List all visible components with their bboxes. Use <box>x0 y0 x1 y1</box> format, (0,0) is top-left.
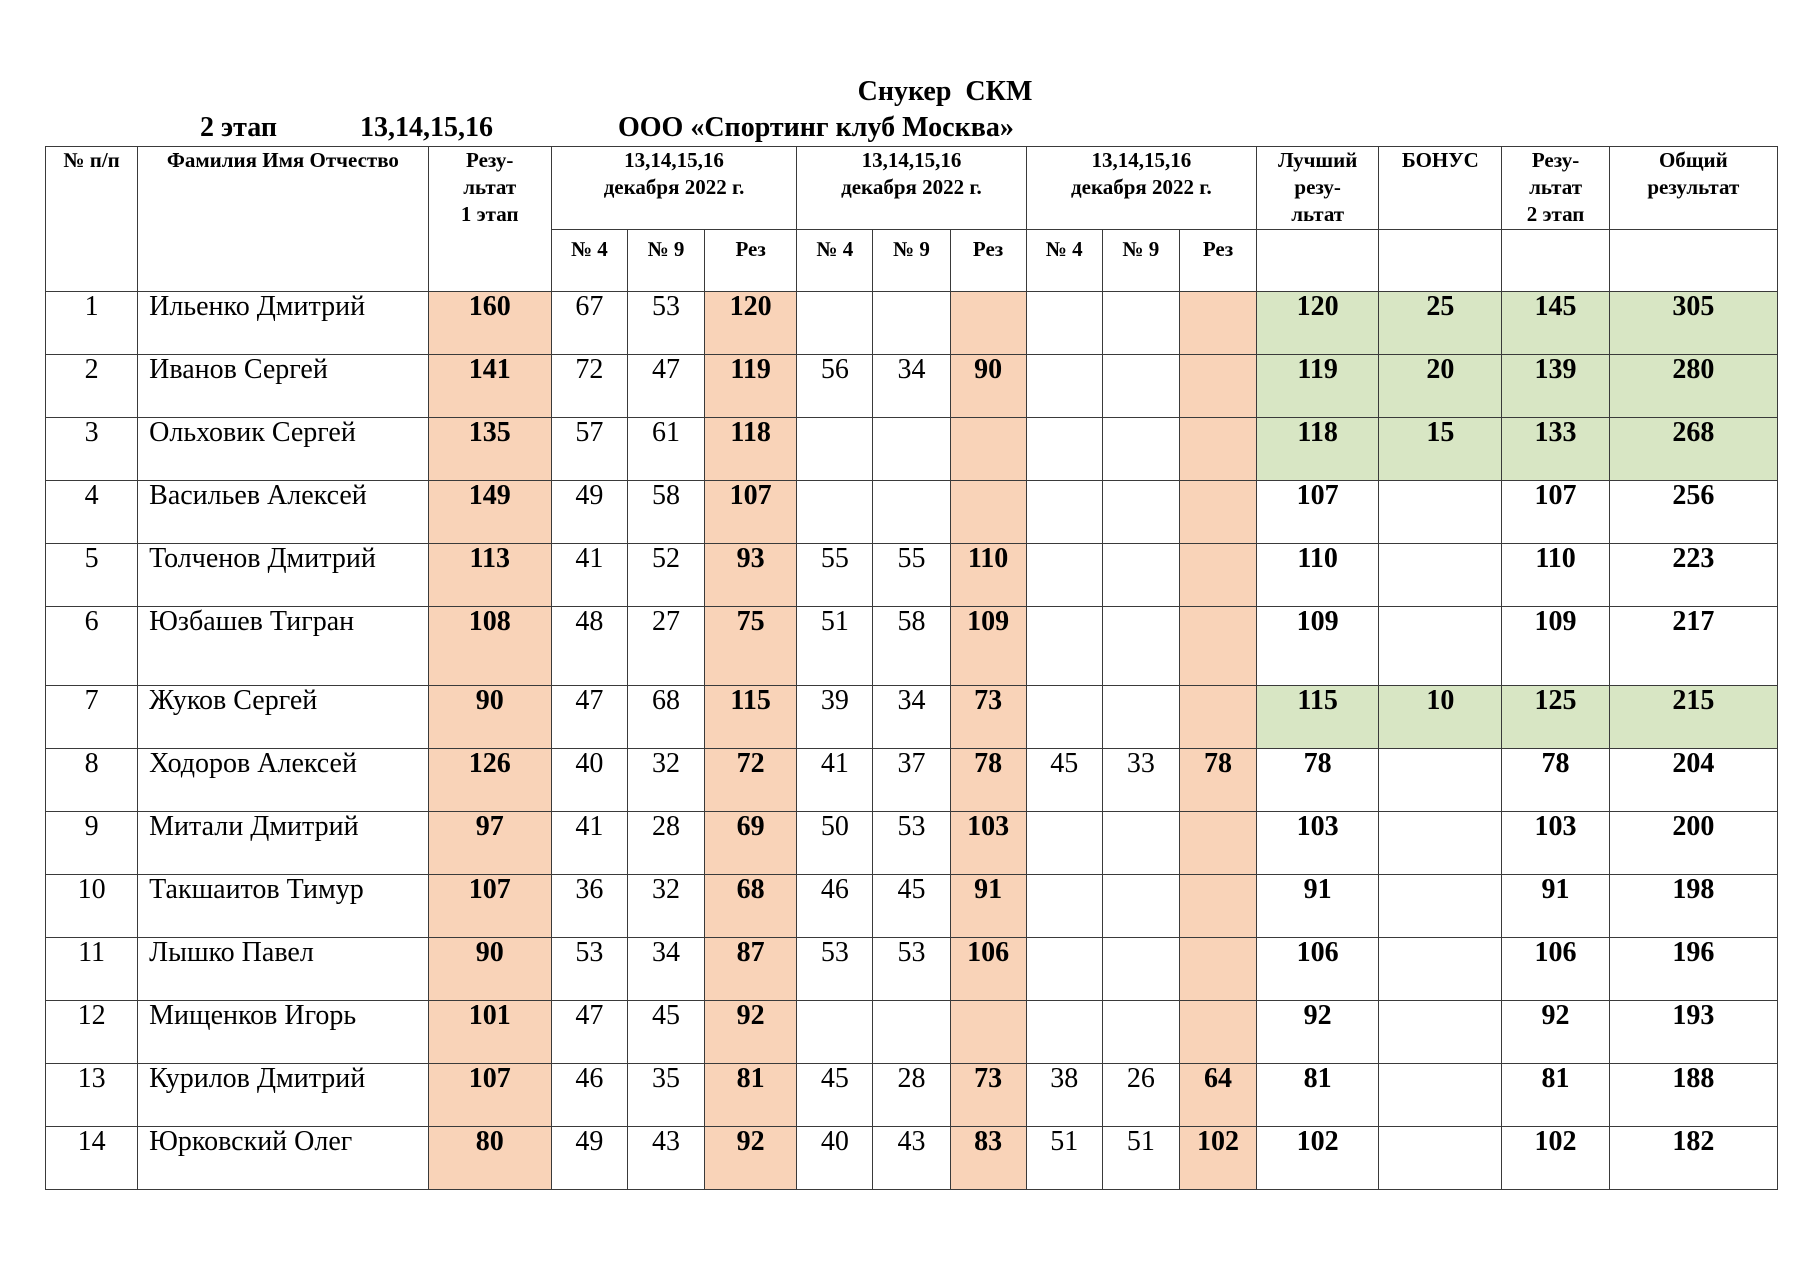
row-number: 12 <box>46 1001 138 1064</box>
subheader-s2-res: Рез <box>950 230 1026 292</box>
s1-table4: 47 <box>551 1001 627 1064</box>
s2-result: 78 <box>950 749 1026 812</box>
total-result: 188 <box>1609 1064 1777 1127</box>
player-name: Такшаитов Тимур <box>138 875 428 938</box>
stage2-result: 109 <box>1502 607 1609 686</box>
total-result: 223 <box>1609 544 1777 607</box>
row-number: 5 <box>46 544 138 607</box>
s2-table4: 45 <box>797 1064 873 1127</box>
s3-table4 <box>1026 938 1102 1001</box>
table-row <box>46 544 1778 607</box>
s3-table4: 51 <box>1026 1127 1102 1190</box>
bonus: 20 <box>1379 355 1502 418</box>
s3-table4 <box>1026 607 1102 686</box>
s3-result <box>1179 481 1256 544</box>
s2-result: 109 <box>950 607 1026 686</box>
row-number: 4 <box>46 481 138 544</box>
s2-table4: 53 <box>797 938 873 1001</box>
s2-table4: 51 <box>797 607 873 686</box>
s3-table9 <box>1102 875 1179 938</box>
stage1-result: 160 <box>428 292 551 355</box>
s1-table4: 47 <box>551 686 627 749</box>
total-result: 215 <box>1609 686 1777 749</box>
s1-table9: 43 <box>627 1127 704 1190</box>
s3-table4 <box>1026 544 1102 607</box>
s1-table9: 28 <box>627 812 704 875</box>
s2-table4: 56 <box>797 355 873 418</box>
header-best <box>1257 147 1379 230</box>
stage-dates: 13,14,15,16 <box>360 112 493 143</box>
best-result: 119 <box>1257 355 1379 418</box>
s1-table9: 32 <box>627 875 704 938</box>
s2-table4: 55 <box>797 544 873 607</box>
stage2-result: 81 <box>1502 1064 1609 1127</box>
s3-table9 <box>1102 418 1179 481</box>
results-body <box>46 292 1778 1190</box>
stage1-result: 108 <box>428 607 551 686</box>
s1-table9: 35 <box>627 1064 704 1127</box>
subheader-s1-no4: № 4 <box>551 230 627 292</box>
s1-table9: 45 <box>627 1001 704 1064</box>
s2-table4: 41 <box>797 749 873 812</box>
s1-table4: 41 <box>551 544 627 607</box>
total-result: 204 <box>1609 749 1777 812</box>
player-name: Иванов Сергей <box>138 355 428 418</box>
stage1-result: 107 <box>428 1064 551 1127</box>
s2-table4: 39 <box>797 686 873 749</box>
s1-result: 115 <box>705 686 797 749</box>
player-name: Мищенков Игорь <box>138 1001 428 1064</box>
s3-table4: 38 <box>1026 1064 1102 1127</box>
header-num <box>46 147 138 292</box>
row-number: 8 <box>46 749 138 812</box>
s1-result: 93 <box>705 544 797 607</box>
s1-result: 75 <box>705 607 797 686</box>
s2-result: 83 <box>950 1127 1026 1190</box>
player-name: Толченов Дмитрий <box>138 544 428 607</box>
s3-result <box>1179 938 1256 1001</box>
s2-result: 90 <box>950 355 1026 418</box>
best-result: 118 <box>1257 418 1379 481</box>
player-name: Курилов Дмитрий <box>138 1064 428 1127</box>
s1-table9: 68 <box>627 686 704 749</box>
s1-table4: 48 <box>551 607 627 686</box>
s3-result <box>1179 292 1256 355</box>
s2-table9: 58 <box>873 607 950 686</box>
header-best-label: Лучший резу- льтат <box>1277 148 1358 226</box>
stage1-result: 149 <box>428 481 551 544</box>
total-result: 193 <box>1609 1001 1777 1064</box>
subheader-s1-res: Рез <box>705 230 797 292</box>
s3-table9 <box>1102 938 1179 1001</box>
s2-table9 <box>873 1001 950 1064</box>
s3-result: 78 <box>1179 749 1256 812</box>
stage2-result: 78 <box>1502 749 1609 812</box>
stage1-result: 97 <box>428 812 551 875</box>
stage1-result: 80 <box>428 1127 551 1190</box>
header-result2-label: Резу- льтат 2 этап <box>1526 148 1585 226</box>
row-number: 2 <box>46 355 138 418</box>
header-bonus-label: БОНУС <box>1401 148 1479 172</box>
header-result1-label: Резу- льтат 1 этап <box>460 148 519 226</box>
bonus <box>1379 938 1502 1001</box>
stage2-result: 110 <box>1502 544 1609 607</box>
s1-table9: 61 <box>627 418 704 481</box>
s1-result: 68 <box>705 875 797 938</box>
header-result1 <box>428 147 551 292</box>
header-bonus <box>1379 147 1502 230</box>
s2-result: 110 <box>950 544 1026 607</box>
player-name: Лышко Павел <box>138 938 428 1001</box>
subheader-s3-no9: № 9 <box>1102 230 1179 292</box>
s3-table4 <box>1026 875 1102 938</box>
s3-result <box>1179 418 1256 481</box>
total-result: 268 <box>1609 418 1777 481</box>
table-row <box>46 1064 1778 1127</box>
total-result: 198 <box>1609 875 1777 938</box>
s1-table4: 67 <box>551 292 627 355</box>
table-row <box>46 938 1778 1001</box>
player-name: Васильев Алексей <box>138 481 428 544</box>
best-result: 92 <box>1257 1001 1379 1064</box>
player-name: Юзбашев Тигран <box>138 607 428 686</box>
s3-result <box>1179 875 1256 938</box>
s2-table4 <box>797 292 873 355</box>
document-title: Снукер СКМ <box>857 76 1033 107</box>
header-session2 <box>797 147 1026 230</box>
s1-table4: 46 <box>551 1064 627 1127</box>
s1-table9: 34 <box>627 938 704 1001</box>
subheader-s3-no4: № 4 <box>1026 230 1102 292</box>
s3-table9 <box>1102 1001 1179 1064</box>
bonus <box>1379 481 1502 544</box>
s2-table9: 55 <box>873 544 950 607</box>
s1-table4: 40 <box>551 749 627 812</box>
header-session1 <box>551 147 796 230</box>
row-number: 9 <box>46 812 138 875</box>
player-name: Ильенко Дмитрий <box>138 292 428 355</box>
s3-table9 <box>1102 544 1179 607</box>
s3-table4 <box>1026 355 1102 418</box>
s2-table4: 50 <box>797 812 873 875</box>
stage2-result: 107 <box>1502 481 1609 544</box>
best-result: 115 <box>1257 686 1379 749</box>
stage1-result: 90 <box>428 938 551 1001</box>
stage2-result: 133 <box>1502 418 1609 481</box>
player-name: Жуков Сергей <box>138 686 428 749</box>
s1-result: 119 <box>705 355 797 418</box>
bonus <box>1379 812 1502 875</box>
s2-result: 91 <box>950 875 1026 938</box>
s2-table4: 40 <box>797 1127 873 1190</box>
header-total <box>1609 147 1777 230</box>
best-result: 102 <box>1257 1127 1379 1190</box>
s1-table4: 53 <box>551 938 627 1001</box>
subheader-s2-no9: № 9 <box>873 230 950 292</box>
total-result: 196 <box>1609 938 1777 1001</box>
stage1-result: 90 <box>428 686 551 749</box>
bonus: 15 <box>1379 418 1502 481</box>
header-result2 <box>1502 147 1609 230</box>
subheader-best-empty <box>1257 230 1379 292</box>
stage2-result: 145 <box>1502 292 1609 355</box>
s2-table9: 45 <box>873 875 950 938</box>
s2-table9: 37 <box>873 749 950 812</box>
s1-result: 107 <box>705 481 797 544</box>
header-session2-label: 13,14,15,16 декабря 2022 г. <box>841 148 982 199</box>
s2-result: 103 <box>950 812 1026 875</box>
s3-table4 <box>1026 686 1102 749</box>
best-result: 110 <box>1257 544 1379 607</box>
s3-result <box>1179 812 1256 875</box>
stage2-result: 102 <box>1502 1127 1609 1190</box>
best-result: 103 <box>1257 812 1379 875</box>
stage1-result: 107 <box>428 875 551 938</box>
row-number: 10 <box>46 875 138 938</box>
s2-result <box>950 1001 1026 1064</box>
s3-table4: 45 <box>1026 749 1102 812</box>
s3-result: 64 <box>1179 1064 1256 1127</box>
table-row <box>46 607 1778 686</box>
stage2-result: 106 <box>1502 938 1609 1001</box>
s3-table9: 51 <box>1102 1127 1179 1190</box>
player-name: Ольховик Сергей <box>138 418 428 481</box>
stage1-result: 126 <box>428 749 551 812</box>
s2-result <box>950 481 1026 544</box>
stage1-result: 135 <box>428 418 551 481</box>
s3-table9 <box>1102 355 1179 418</box>
s3-table9: 26 <box>1102 1064 1179 1127</box>
stage2-result: 139 <box>1502 355 1609 418</box>
subheader-bonus-empty <box>1379 230 1502 292</box>
stage1-result: 113 <box>428 544 551 607</box>
s1-table9: 52 <box>627 544 704 607</box>
s2-table9: 43 <box>873 1127 950 1190</box>
row-number: 6 <box>46 607 138 686</box>
bonus: 10 <box>1379 686 1502 749</box>
s1-table4: 49 <box>551 1127 627 1190</box>
s2-table4 <box>797 481 873 544</box>
s1-result: 118 <box>705 418 797 481</box>
s1-table4: 49 <box>551 481 627 544</box>
bonus: 25 <box>1379 292 1502 355</box>
stage-label: 2 этап <box>200 112 277 143</box>
s2-table4: 46 <box>797 875 873 938</box>
player-name: Митали Дмитрий <box>138 812 428 875</box>
best-result: 109 <box>1257 607 1379 686</box>
total-result: 305 <box>1609 292 1777 355</box>
table-row <box>46 686 1778 749</box>
header-total-label: Общий результат <box>1647 148 1740 199</box>
s2-table4 <box>797 1001 873 1064</box>
s1-table4: 36 <box>551 875 627 938</box>
s3-result <box>1179 544 1256 607</box>
table-row <box>46 292 1778 355</box>
s2-table9: 34 <box>873 686 950 749</box>
header-name-label: Фамилия Имя Отчество <box>166 148 399 172</box>
table-row <box>46 1127 1778 1190</box>
s1-table9: 58 <box>627 481 704 544</box>
s3-table9 <box>1102 812 1179 875</box>
best-result: 91 <box>1257 875 1379 938</box>
s1-table4: 57 <box>551 418 627 481</box>
s2-table9 <box>873 481 950 544</box>
s2-result: 106 <box>950 938 1026 1001</box>
table-row <box>46 812 1778 875</box>
header-name <box>138 147 428 292</box>
subheader-s3-res: Рез <box>1179 230 1256 292</box>
s2-table9: 28 <box>873 1064 950 1127</box>
s2-result <box>950 292 1026 355</box>
s2-result <box>950 418 1026 481</box>
s2-table9 <box>873 292 950 355</box>
s3-result <box>1179 1001 1256 1064</box>
best-result: 106 <box>1257 938 1379 1001</box>
s1-result: 92 <box>705 1001 797 1064</box>
header-session1-label: 13,14,15,16 декабря 2022 г. <box>603 148 745 199</box>
s1-table9: 27 <box>627 607 704 686</box>
s3-result <box>1179 686 1256 749</box>
bonus <box>1379 1001 1502 1064</box>
s2-table9: 53 <box>873 938 950 1001</box>
s1-result: 81 <box>705 1064 797 1127</box>
header-num-label: № п/п <box>63 148 120 172</box>
total-result: 256 <box>1609 481 1777 544</box>
best-result: 107 <box>1257 481 1379 544</box>
s3-table9 <box>1102 686 1179 749</box>
s3-table4 <box>1026 1001 1102 1064</box>
bonus <box>1379 875 1502 938</box>
s3-result: 102 <box>1179 1127 1256 1190</box>
best-result: 78 <box>1257 749 1379 812</box>
s3-table9 <box>1102 292 1179 355</box>
row-number: 14 <box>46 1127 138 1190</box>
s1-table9: 47 <box>627 355 704 418</box>
s1-table9: 32 <box>627 749 704 812</box>
bonus <box>1379 544 1502 607</box>
player-name: Ходоров Алексей <box>138 749 428 812</box>
s1-table4: 72 <box>551 355 627 418</box>
s3-table4 <box>1026 418 1102 481</box>
s1-result: 120 <box>705 292 797 355</box>
s1-table4: 41 <box>551 812 627 875</box>
row-number: 1 <box>46 292 138 355</box>
bonus <box>1379 749 1502 812</box>
stage2-result: 125 <box>1502 686 1609 749</box>
s3-table4 <box>1026 481 1102 544</box>
s2-result: 73 <box>950 1064 1026 1127</box>
bonus <box>1379 607 1502 686</box>
organization-name: ООО «Спортинг клуб Москва» <box>618 112 1014 143</box>
table-row <box>46 749 1778 812</box>
stage2-result: 92 <box>1502 1001 1609 1064</box>
total-result: 200 <box>1609 812 1777 875</box>
stage1-result: 141 <box>428 355 551 418</box>
header-session3 <box>1026 147 1256 230</box>
stage2-result: 91 <box>1502 875 1609 938</box>
table-row <box>46 481 1778 544</box>
s3-table4 <box>1026 812 1102 875</box>
s2-table4 <box>797 418 873 481</box>
s2-result: 73 <box>950 686 1026 749</box>
s3-table9 <box>1102 481 1179 544</box>
total-result: 280 <box>1609 355 1777 418</box>
total-result: 217 <box>1609 607 1777 686</box>
s1-result: 92 <box>705 1127 797 1190</box>
best-result: 81 <box>1257 1064 1379 1127</box>
results-table <box>45 146 1778 1190</box>
s3-result <box>1179 355 1256 418</box>
table-row <box>46 418 1778 481</box>
s3-result <box>1179 607 1256 686</box>
s2-table9: 34 <box>873 355 950 418</box>
s1-result: 69 <box>705 812 797 875</box>
subheader-total-empty <box>1609 230 1777 292</box>
s2-table9: 53 <box>873 812 950 875</box>
subheader-s1-no9: № 9 <box>627 230 704 292</box>
s3-table4 <box>1026 292 1102 355</box>
s1-table9: 53 <box>627 292 704 355</box>
subheader-s2-no4: № 4 <box>797 230 873 292</box>
s1-result: 87 <box>705 938 797 1001</box>
best-result: 120 <box>1257 292 1379 355</box>
row-number: 13 <box>46 1064 138 1127</box>
stage1-result: 101 <box>428 1001 551 1064</box>
header-session3-label: 13,14,15,16 декабря 2022 г. <box>1071 148 1212 199</box>
s3-table9: 33 <box>1102 749 1179 812</box>
bonus <box>1379 1064 1502 1127</box>
row-number: 7 <box>46 686 138 749</box>
table-row <box>46 1001 1778 1064</box>
stage2-result: 103 <box>1502 812 1609 875</box>
s1-result: 72 <box>705 749 797 812</box>
row-number: 3 <box>46 418 138 481</box>
total-result: 182 <box>1609 1127 1777 1190</box>
s3-table9 <box>1102 607 1179 686</box>
subheader-result2-empty <box>1502 230 1609 292</box>
s2-table9 <box>873 418 950 481</box>
player-name: Юрковский Олег <box>138 1127 428 1190</box>
table-row <box>46 355 1778 418</box>
bonus <box>1379 1127 1502 1190</box>
table-row <box>46 875 1778 938</box>
row-number: 11 <box>46 938 138 1001</box>
